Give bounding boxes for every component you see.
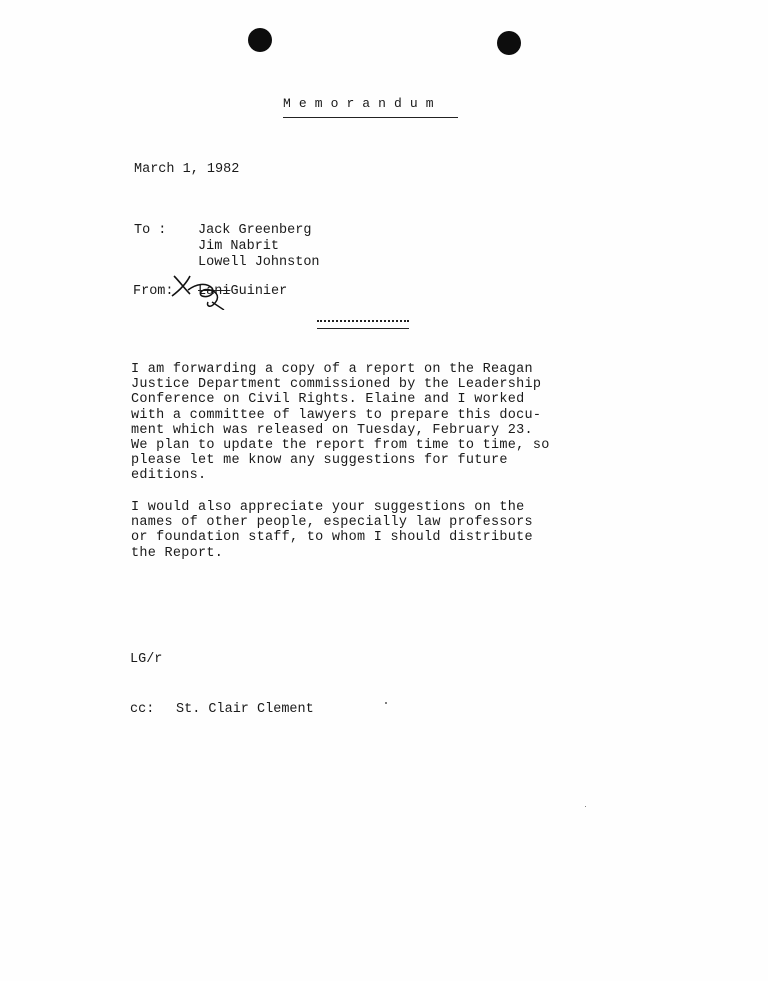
paper-speck bbox=[585, 806, 586, 807]
title-underline bbox=[283, 117, 458, 118]
recipient-list bbox=[198, 223, 320, 271]
body-line: or foundation staff, to whom I should distribute bbox=[131, 530, 533, 546]
paper-speck bbox=[385, 702, 387, 704]
divider-dots bbox=[317, 320, 409, 322]
typist-initials: LG/r bbox=[130, 652, 163, 667]
from-first-name: Lani bbox=[198, 284, 231, 299]
body-line: I would also appreciate your suggestions on the bbox=[131, 500, 525, 515]
body-line: names of other people, especially law professors bbox=[131, 515, 533, 531]
cc-recipient: St. Clair Clement bbox=[176, 702, 314, 717]
section-divider bbox=[317, 320, 409, 332]
body-line: please let me know any suggestions for future bbox=[131, 453, 508, 469]
body-line: with a committee of lawyers to prepare this docu- bbox=[131, 407, 542, 423]
cc-label: cc: bbox=[130, 702, 155, 717]
body-line: I am forwarding a copy of a report on the Reagan bbox=[131, 362, 533, 377]
recipient: Jim Nabrit bbox=[198, 239, 280, 254]
memo-title: Memorandum bbox=[283, 96, 442, 111]
divider-line bbox=[317, 328, 409, 329]
recipient: Jack Greenberg bbox=[198, 223, 312, 238]
to-label: To : bbox=[134, 223, 167, 238]
handwritten-initials-signature bbox=[168, 268, 232, 310]
body-line: Justice Department commissioned by the Leadership bbox=[131, 377, 542, 393]
body-line: ment which was released on Tuesday, February 23. bbox=[131, 422, 533, 438]
cc-line bbox=[130, 702, 314, 717]
punch-hole-right bbox=[497, 31, 521, 55]
body-paragraph-1 bbox=[131, 362, 550, 484]
punch-hole-left bbox=[248, 28, 272, 52]
from-last-name: Guinier bbox=[230, 284, 288, 299]
memo-date: March 1, 1982 bbox=[134, 162, 240, 177]
body-paragraph-2 bbox=[131, 500, 533, 561]
body-line: editions. bbox=[131, 468, 207, 484]
from-label: From: bbox=[133, 284, 174, 299]
body-line: We plan to update the report from time to time, so bbox=[131, 438, 550, 454]
body-line: the Report. bbox=[131, 545, 224, 561]
body-line: Conference on Civil Rights. Elaine and I worked bbox=[131, 392, 525, 408]
recipient: Lowell Johnston bbox=[198, 255, 320, 270]
